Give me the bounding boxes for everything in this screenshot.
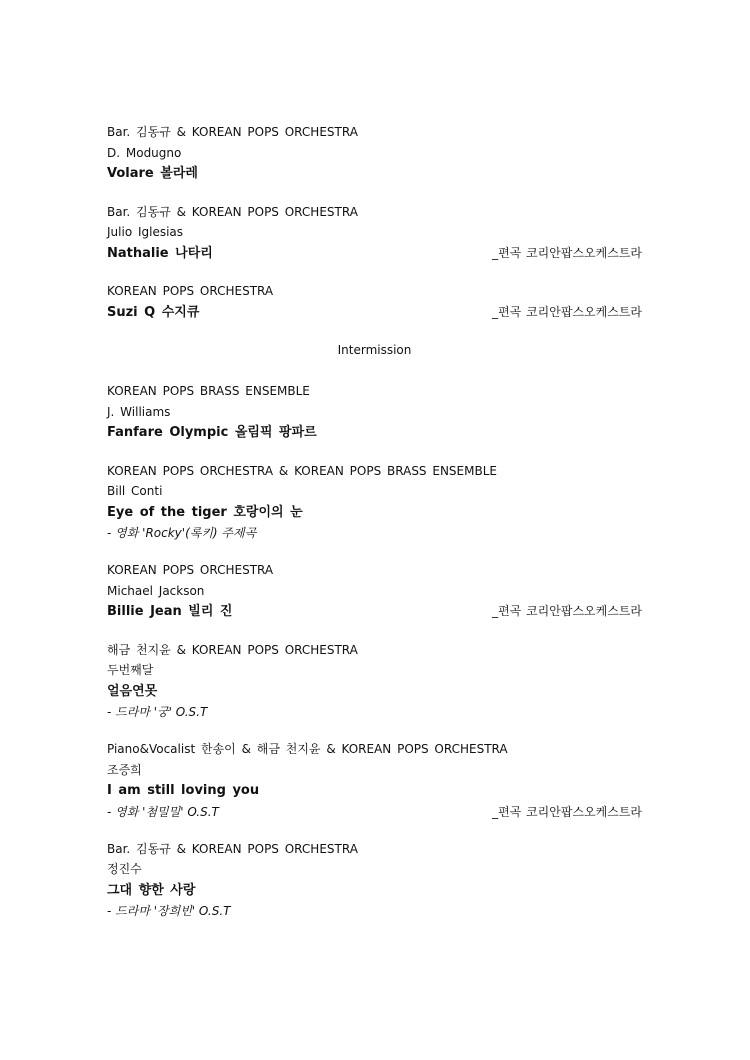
program-item (107, 122, 642, 185)
piece-title: Fanfare Olympic 올림픽 팡파르 (107, 425, 317, 440)
note-row (107, 702, 642, 722)
performer-line: Bar. 김동규 & KOREAN POPS ORCHESTRA (107, 841, 358, 856)
performer-line: 해금 천지윤 & KOREAN POPS ORCHESTRA (107, 642, 358, 657)
piece-title: Suzi Q 수지큐 (107, 304, 200, 320)
performer-line: KOREAN POPS BRASS ENSEMBLE (107, 384, 310, 398)
piece-title: 그대 향한 사랑 (107, 882, 196, 898)
title-row (107, 502, 642, 524)
piece-note: - 드라마 '궁' O.S.T (107, 705, 208, 719)
piece-title: Eye of the tiger 호랑이의 눈 (107, 504, 303, 520)
program-item (107, 202, 642, 265)
piece-title: Volare 볼라레 (107, 166, 198, 181)
piece-note: - 영화 '첨밀밀' O.S.T (107, 804, 219, 819)
title-row (107, 780, 642, 802)
title-row (107, 163, 642, 185)
composer-line: Julio Iglesias (107, 225, 184, 239)
performer-line: Bar. 김동규 & KOREAN POPS ORCHESTRA (107, 125, 358, 139)
note-row (107, 901, 642, 921)
arrangement-credit: _편곡 코리안팝스오케스트라 (492, 804, 642, 819)
title-row (107, 601, 642, 623)
title-row (107, 302, 642, 324)
program-item (107, 640, 642, 723)
piece-title: 얼음연못 (107, 683, 158, 699)
piece-title: Billie Jean 빌리 진 (107, 604, 233, 619)
note-row (107, 523, 642, 543)
composer-line: 정진수 (107, 862, 142, 876)
program-item (107, 560, 642, 623)
program-item (107, 381, 642, 444)
program-item (107, 739, 642, 822)
composer-line: D. Modugno (107, 145, 182, 160)
performer-line: Bar. 김동규 & KOREAN POPS ORCHESTRA (107, 204, 358, 219)
piece-title: I am still loving you (107, 783, 260, 798)
composer-line: 조증희 (107, 762, 142, 777)
performer-line: KOREAN POPS ORCHESTRA & KOREAN POPS BRASS ENSEMBLE (107, 463, 497, 478)
piece-note: - 영화 'Rocky'(록키) 주제곡 (107, 526, 257, 540)
arrangement-credit: _편곡 코리안팝스오케스트라 (492, 604, 642, 618)
performer-line: KOREAN POPS ORCHESTRA (107, 284, 274, 298)
program-item (107, 839, 642, 922)
piece-title: Nathalie 나타리 (107, 245, 213, 261)
performer-line: KOREAN POPS ORCHESTRA (107, 563, 274, 577)
title-row (107, 422, 642, 444)
arrangement-credit: _편곡 코리안팝스오케스트라 (492, 245, 642, 260)
performer-line: Piano&Vocalist 한송이 & 해금 천지윤 & KOREAN POPS ORCHESTRA (107, 742, 508, 756)
composer-line: J. Williams (107, 404, 171, 419)
piece-note: - 드라마 '장희빈' O.S.T (107, 904, 231, 918)
note-row (107, 802, 642, 822)
title-row (107, 243, 642, 265)
composer-line: 두번째달 (107, 663, 154, 677)
arrangement-credit: _편곡 코리안팝스오케스트라 (492, 304, 642, 319)
composer-line: Michael Jackson (107, 583, 205, 598)
title-row (107, 880, 642, 902)
program-item (107, 461, 642, 544)
program-item (107, 281, 642, 323)
composer-line: Bill Conti (107, 484, 163, 498)
title-row (107, 681, 642, 703)
intermission-label: Intermission (337, 343, 412, 357)
program-list (107, 122, 642, 938)
